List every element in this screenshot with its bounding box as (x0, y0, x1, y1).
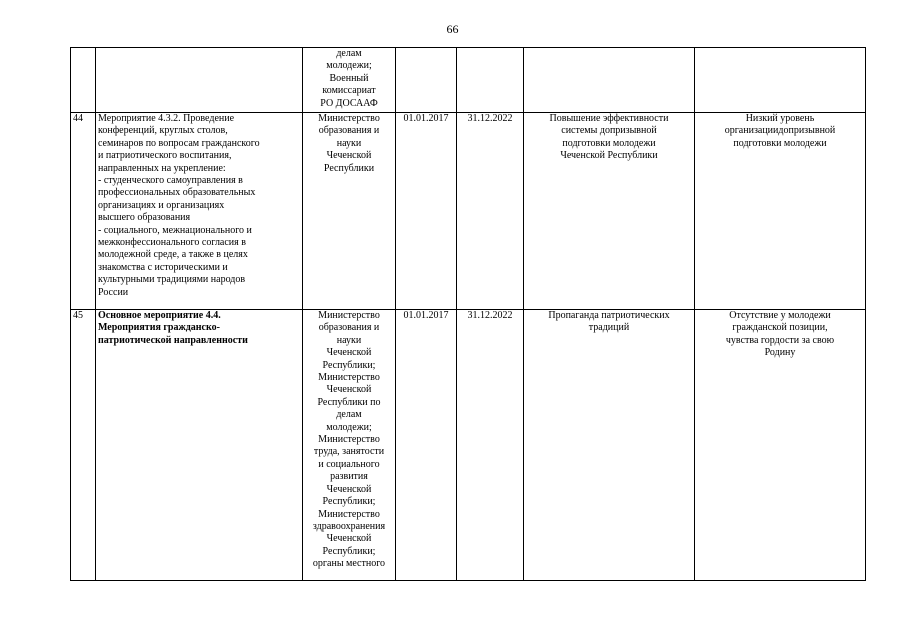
executors-cell (303, 113, 396, 310)
executors-text: Министерство образования и науки Чеченской Республики; Министерство Чеченской Республики по делам молодежи; Министерство труда, занятости и социального развития Чеченской Республики; Министерство здравоохранения Чеченской Республики; органы местного (312, 310, 386, 570)
expected-result-cell (524, 113, 695, 310)
table-row-45 (71, 310, 866, 581)
row-number-cell: 44 (71, 113, 96, 310)
start-date-cell (396, 48, 457, 113)
executors-text: делам молодежи; Военный комиссариат РО ДОСААФ (320, 48, 378, 109)
start-date-cell: 01.01.2017 (396, 113, 457, 310)
end-date-cell (457, 48, 524, 113)
consequence-text: Отсутствие у молодежи гражданской позиции, чувства гордости за свою Родину (725, 310, 835, 359)
consequence-cell (695, 48, 866, 113)
expected-result-text: Повышение эффективности системы допризывной подготовки молодежи Чеченской Республики (549, 113, 669, 162)
consequence-cell (695, 310, 866, 581)
executors-cell (303, 48, 396, 113)
measure-name: Мероприятие 4.3.2. Проведение конференций, круглых столов, семинаров по вопросам гражданского и патриотического воспитания, направленных на укрепление: - студенческого самоуправления в профессиональных образовательных организациях и организациях высшего образования - социального, межнационального и межконфессионального согласия в молодежной среде, а также в целях знакомства с историческими и культурными традициями народов России (98, 113, 260, 298)
consequence-text: Низкий уровень организациидопризывной подготовки молодежи (724, 113, 836, 149)
start-date-cell: 01.01.2017 (396, 310, 457, 581)
expected-result-cell (524, 310, 695, 581)
end-date-cell: 31.12.2022 (457, 310, 524, 581)
row-number-cell: 45 (71, 310, 96, 581)
expected-result-text: Пропаганда патриотических традиций (548, 310, 670, 334)
end-date-cell: 31.12.2022 (457, 113, 524, 310)
measures-table (70, 47, 866, 581)
measure-name-cell (96, 113, 303, 310)
measure-name-cell (96, 48, 303, 113)
table-row-continuation (71, 48, 866, 113)
measure-name: Основное мероприятие 4.4. Мероприятия гражданско- патриотической направленности (98, 310, 248, 346)
consequence-cell (695, 113, 866, 310)
executors-cell (303, 310, 396, 581)
page-number: 66 (446, 22, 459, 36)
measure-name-cell (96, 310, 303, 581)
row-number-cell (71, 48, 96, 113)
executors-text: Министерство образования и науки Чеченской Республики (318, 113, 380, 174)
table-row-44 (71, 113, 866, 310)
expected-result-cell (524, 48, 695, 113)
